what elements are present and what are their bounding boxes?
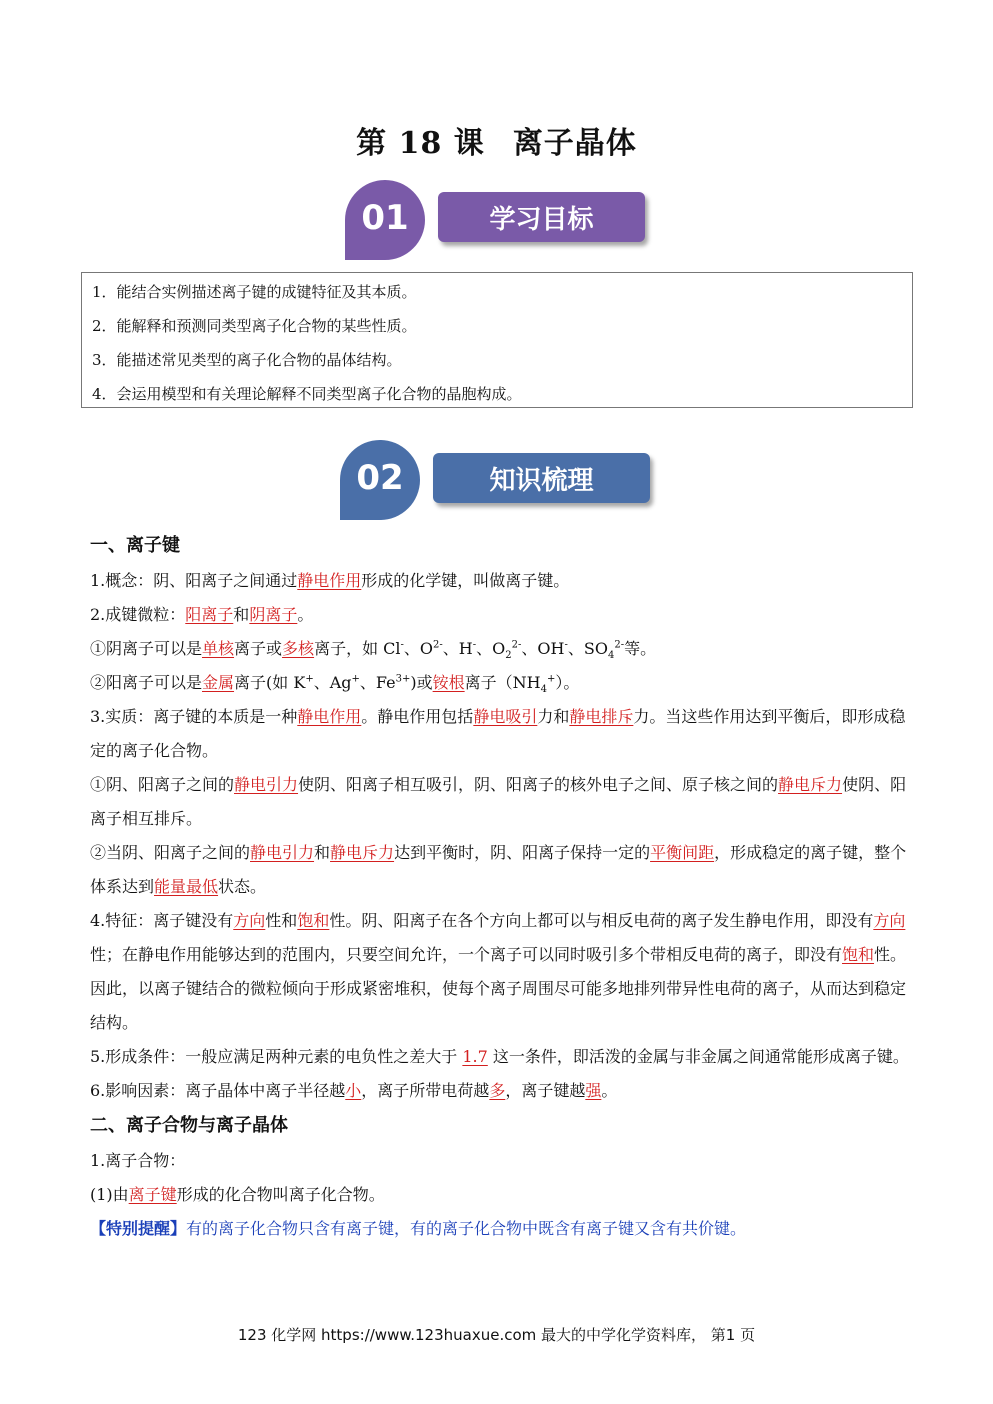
paragraph-attraction: ①阴、阳离子之间的静电引力使阴、阳离子相互吸引，阴、阳离子的核外电子之间、原子核之间的静电斥力使阴、阳离子相互排斥。 <box>90 775 907 828</box>
paragraph-definition: (1)由离子键形成的化合物叫离子化合物。 <box>90 1185 385 1204</box>
goal-item: 4．会运用模型和有关理论解释不同类型离子化合物的晶胞构成。 <box>92 385 522 403</box>
page-footer: 123 化学网 https://www.123huaxue.com 最大的中学化学资料库， 第1 页 <box>237 1326 756 1344</box>
section-heading: 一、离子键 <box>90 535 180 556</box>
paragraph-anions: ①阴离子可以是单核离子或多核离子，如 Cl-、$O^{2-}$、H-、$O_2^{2-}$、OH-、$SO_4^{2-}$等。 <box>90 639 657 662</box>
goal-item: 1．能结合实例描述离子键的成键特征及其本质。 <box>92 283 417 301</box>
paragraph-factors: 6.影响因素：离子晶体中离子半径越小，离子所带电荷越多，离子键越强。 <box>90 1081 618 1100</box>
paragraph-ionic-compound: 1.离子合物： <box>90 1151 186 1170</box>
section-number: 01 <box>361 198 409 238</box>
paragraph-concept: 1.概念：阴、阳离子之间通过静电作用形成的化学键，叫做离子键。 <box>90 571 570 590</box>
goal-item: 3．能描述常见类型的离子化合物的晶体结构。 <box>92 351 402 369</box>
section-banner-knowledge <box>340 440 655 522</box>
section-label: 知识梳理 <box>433 453 650 503</box>
section-number: 02 <box>356 458 404 498</box>
paragraph-particles: 2.成键微粒：阳离子和阴离子。 <box>90 605 314 624</box>
knowledge-content <box>90 528 912 1246</box>
paragraph-conditions: 5.形成条件：一般应满足两种元素的电负性之差大于 1.7 这一条件，即活泼的金属与非金属之间通常能形成离子键。 <box>90 1047 909 1066</box>
goal-item: 2．能解释和预测同类型离子化合物的某些性质。 <box>92 317 417 335</box>
section-label: 学习目标 <box>438 192 645 242</box>
paragraph-balance: ②当阴、阳离子之间的静电引力和静电斥力达到平衡时，阴、阳离子保持一定的平衡间距，形成稳定的离子键，整个体系达到能量最低状态。 <box>90 843 907 896</box>
learning-goals-box <box>81 272 913 408</box>
paragraph-cations: ②阳离子可以是金属离子(如 K+、Ag+、$Fe^{3+}$)或铵根离子$(NH_4^+)$。 <box>90 673 580 696</box>
section-banner-goals <box>345 180 650 260</box>
paragraph-essence: 3.实质：离子键的本质是一种静电作用。静电作用包括静电吸引力和静电排斥力。当这些作用达到平衡后，即形成稳定的离子化合物。 <box>90 707 906 760</box>
page-title: 第 18 课 离子晶体 <box>356 126 637 161</box>
paragraph-features: 4.特征：离子键没有方向性和饱和性。阴、阳离子在各个方向上都可以与相反电荷的离子发生静电作用，即没有方向性；在静电作用能够达到的范围内，只要空间允许，一个离子可以同时吸引多个带相反电荷的离子，即没有饱和性。因此，以离子键结合的微粒倾向于形成紧密堆积，使每个离子周围尽可能多地排列带异性电荷的离子，从而达到稳定结构。 <box>90 911 907 1032</box>
special-reminder: 【特别提醒】有的离子化合物只含有离子键，有的离子化合物中既含有离子键又含有共价键。 <box>90 1219 747 1238</box>
section-heading: 二、离子合物与离子晶体 <box>90 1115 288 1136</box>
